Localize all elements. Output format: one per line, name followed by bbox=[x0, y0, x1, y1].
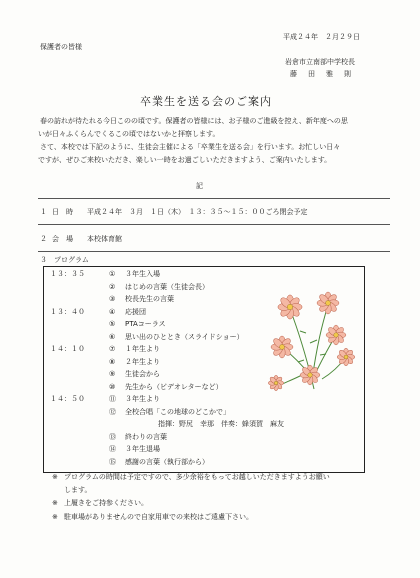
ki-mark: 記 bbox=[196, 182, 203, 190]
note-1-mark: ※ bbox=[52, 473, 58, 481]
note-1-line-2: します。 bbox=[64, 486, 92, 494]
paragraph-2-line-1: さて、本校では下記のように、生徒会主催による「卒業生を送る会」を行います。お忙しい日々 bbox=[40, 143, 341, 151]
program-number: ① bbox=[109, 270, 116, 278]
program-number: ⑪ bbox=[109, 395, 116, 403]
program-time: １４：１０ bbox=[50, 345, 85, 353]
program-item-title: 指揮：野尻 幸那 伴奏：蜂須賀 麻友 bbox=[158, 420, 284, 428]
program-item-title: ３年生入場 bbox=[125, 270, 160, 278]
program-number: ⑦ bbox=[109, 345, 116, 353]
item-1-value: 平成２４年 ３月 １日（木） １３：３５～１５：００ごろ閉会予定 bbox=[87, 208, 308, 216]
cosmos-blossom bbox=[300, 365, 320, 385]
program-item-title: はじめの言葉（生徒会長） bbox=[125, 283, 209, 291]
program-item-title: ３年生退場 bbox=[125, 445, 160, 453]
sender-name: 藤 田 雅 則 bbox=[290, 70, 353, 78]
cosmos-blossom bbox=[317, 292, 339, 314]
program-number: ④ bbox=[109, 308, 116, 316]
program-item-title: PTAコーラス bbox=[125, 320, 166, 328]
program-item-title: 先生から（ビデオレターなど） bbox=[125, 383, 223, 391]
program-number: ⑧ bbox=[109, 358, 116, 366]
program-number: ② bbox=[109, 283, 116, 291]
cosmos-blossom bbox=[271, 336, 293, 358]
program-item-title: 終わりの言葉 bbox=[125, 433, 167, 441]
program-number: ⑫ bbox=[109, 408, 116, 416]
item-1-number: １ bbox=[40, 208, 47, 216]
cosmos-blossom bbox=[268, 375, 283, 390]
program-time: １４：５０ bbox=[50, 395, 85, 403]
program-item-title: ３年生より bbox=[125, 395, 160, 403]
program-item-title: 思い出のひととき（スライドショー） bbox=[125, 333, 244, 341]
paragraph-1-line-2: いが日々ふくらんでくるこの頃ではないかと拝察します。 bbox=[38, 130, 220, 138]
program-number: ③ bbox=[109, 295, 116, 303]
divider-middle bbox=[38, 224, 390, 225]
program-time: １３：４０ bbox=[50, 308, 85, 316]
divider-bottom bbox=[38, 251, 390, 252]
note-1-line-1: プログラムの時間は予定ですので、多少余裕をもってお越しいただきますようお願い bbox=[64, 473, 330, 481]
program-number: ⑨ bbox=[109, 370, 116, 378]
cosmos-blossom bbox=[337, 348, 355, 366]
program-number: ⑥ bbox=[109, 333, 116, 341]
cosmos-blossom bbox=[326, 325, 346, 345]
item-2-value: 本校体育館 bbox=[87, 235, 122, 243]
note-2-mark: ※ bbox=[52, 499, 58, 507]
item-2-number: ２ bbox=[40, 235, 47, 243]
paragraph-2-line-2: ですが、ぜひご来校いただき、楽しい一時をお過ごしいただきますよう、ご案内いたします。 bbox=[38, 156, 332, 164]
paragraph-1-line-1: 春の訪れが待たれる今日このの頃です。保護者の皆様には、お子様のご進級を控え、新年度への思 bbox=[40, 117, 348, 125]
divider-top bbox=[38, 198, 390, 199]
program-number: ⑩ bbox=[109, 383, 116, 391]
item-1-label: 日 時 bbox=[52, 208, 73, 216]
cosmos-flower-illustration bbox=[262, 285, 362, 395]
program-number: ⑤ bbox=[109, 320, 116, 328]
program-heading: ３ プログラム bbox=[40, 256, 89, 264]
program-item-title: 感謝の言葉（執行部から） bbox=[125, 458, 209, 466]
program-number: ⑭ bbox=[109, 445, 116, 453]
document-date: 平成２４年 ２月２９日 bbox=[283, 33, 360, 41]
program-item-title: 校長先生の言葉 bbox=[125, 295, 174, 303]
program-item-title: 生徒会から bbox=[125, 370, 160, 378]
program-number: ⑬ bbox=[109, 433, 116, 441]
addressee: 保護者の皆様 bbox=[40, 43, 82, 51]
item-2-label: 会 場 bbox=[52, 235, 73, 243]
program-time: １３：３５ bbox=[50, 270, 85, 278]
sender-org: 岩倉市立南部中学校長 bbox=[285, 58, 355, 66]
program-item-title: 全校合唱「この地球のどこかで」 bbox=[125, 408, 230, 416]
program-number: ⑮ bbox=[109, 458, 116, 466]
note-2: 上履きをご持参ください。 bbox=[64, 499, 148, 507]
program-item-title: 応援団 bbox=[125, 308, 146, 316]
note-3-mark: ※ bbox=[52, 513, 58, 521]
program-item-title: １年生より bbox=[125, 345, 160, 353]
program-item-title: ２年生より bbox=[125, 358, 160, 366]
note-3: 駐車場がありませんので自家用車での来校はご遠慮下さい。 bbox=[64, 513, 253, 521]
cosmos-blossom bbox=[278, 295, 302, 319]
document-title: 卒業生を送る会のご案内 bbox=[140, 95, 272, 108]
